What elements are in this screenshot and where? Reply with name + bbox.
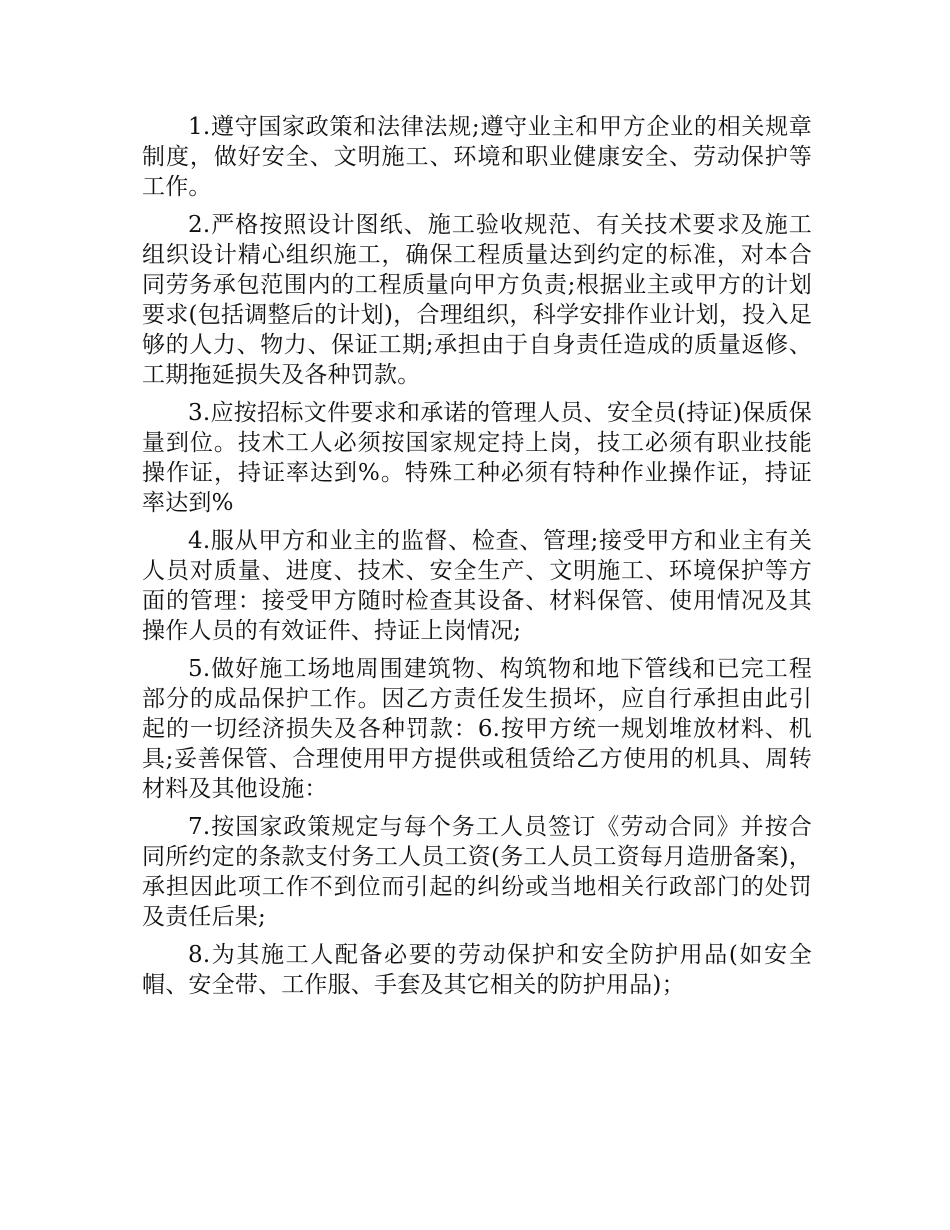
clause-3: 3.应按招标文件要求和承诺的管理人员、安全员(持证)保质保量到位。技术工人必须按国家规定持上岗，技工必须有职业技能操作证，持证率达到%。特殊工种必须有特种作业操作证，持证率达到% — [142, 400, 812, 516]
clause-4: 4.服从甲方和业主的监督、检查、管理;接受甲方和业主有关人员对质量、进度、技术、安全生产、文明施工、环境保护等方面的管理：接受甲方随时检查其设备、材料保管、使用情况及其操作人员的有效证件、持证上岗情况; — [142, 528, 812, 644]
clause-8: 8.为其施工人配备必要的劳动保护和安全防护用品(如安全帽、安全带、工作服、手套及其它相关的防护用品)； — [142, 942, 812, 998]
clause-7: 7.按国家政策规定与每个务工人员签订《劳动合同》并按合同所约定的条款支付务工人员工资(务工人员工资每月造册备案)，承担因此项工作不到位而引起的纠纷或当地相关行政部门的处罚及责任后果; — [142, 814, 812, 930]
clause-2: 2.严格按照设计图纸、施工验收规范、有关技术要求及施工组织设计精心组织施工，确保工程质量达到约定的标准，对本合同劳务承包范围内的工程质量向甲方负责;根据业主或甲方的计划要求(包括调整后的计划)，合理组织，科学安排作业计划，投入足够的人力、物力、保证工期;承担由于自身责任造成的质量返修、工期拖延损失及各种罚款。 — [142, 212, 812, 388]
clause-5: 5.做好施工场地周围建筑物、构筑物和地下管线和已完工程部分的成品保护工作。因乙方责任发生损坏，应自行承担由此引起的一切经济损失及各种罚款：6.按甲方统一规划堆放材料、机具;妥善保管、合理使用甲方提供或租赁给乙方使用的机具、周转材料及其他设施： — [142, 656, 812, 802]
clause-1: 1.遵守国家政策和法律法规;遵守业主和甲方企业的相关规章制度，做好安全、文明施工、环境和职业健康安全、劳动保护等工作。 — [142, 114, 812, 200]
document-body — [142, 112, 812, 1008]
